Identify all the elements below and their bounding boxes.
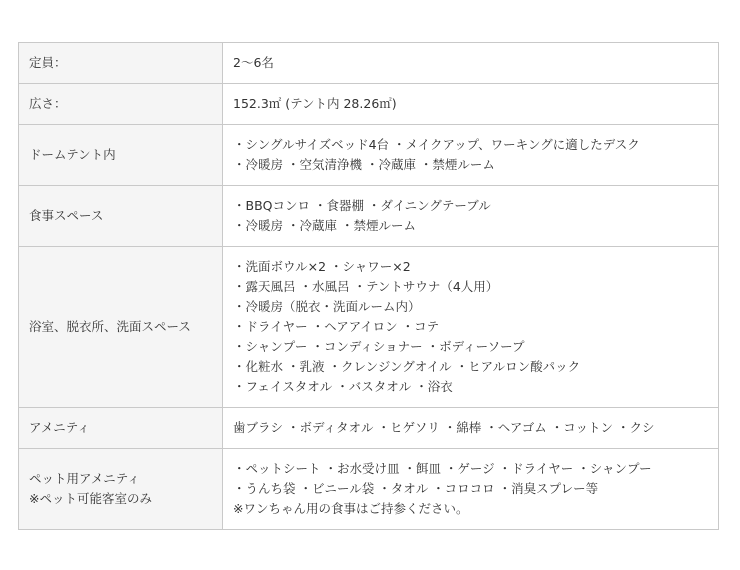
row-value-line: ・BBQコンロ ・食器棚 ・ダイニングテーブル bbox=[233, 198, 491, 213]
table-row-capacity bbox=[19, 43, 719, 84]
row-label-dining-space bbox=[19, 186, 223, 247]
row-value-line: ・シングルサイズベッド4台 ・メイクアップ、ワーキングに適したデスク bbox=[233, 137, 640, 152]
table-row-pet-amenities bbox=[19, 449, 719, 530]
row-label-note: ※ペット可能客室のみ bbox=[29, 491, 152, 506]
row-value-bathroom bbox=[223, 247, 719, 408]
row-value-line: 152.3㎡ (テント内 28.26㎡) bbox=[233, 96, 397, 111]
row-value-line: ・洗面ボウル×2 ・シャワー×2 bbox=[233, 259, 411, 274]
table-row-bathroom bbox=[19, 247, 719, 408]
row-value-line: ・うんち袋 ・ビニール袋 ・タオル ・コロコロ ・消臭スプレー等 bbox=[233, 481, 599, 496]
row-value-line: ・ドライヤー ・ヘアアイロン ・コテ bbox=[233, 319, 440, 334]
row-value-line: ※ワンちゃん用の食事はご持参ください。 bbox=[233, 501, 469, 516]
table-row-dining-space bbox=[19, 186, 719, 247]
row-value-capacity bbox=[223, 43, 719, 84]
table-row-amenities bbox=[19, 408, 719, 449]
row-label-text: ペット用アメニティ bbox=[29, 471, 140, 486]
row-value-line: 2〜6名 bbox=[233, 55, 274, 70]
row-value-dining-space bbox=[223, 186, 719, 247]
row-label-amenities bbox=[19, 408, 223, 449]
row-label-area bbox=[19, 84, 223, 125]
row-label-dome-tent bbox=[19, 125, 223, 186]
row-value-line: ・冷暖房 ・空気清浄機 ・冷蔵庫 ・禁煙ルーム bbox=[233, 157, 495, 172]
row-value-line: ・フェイスタオル ・バスタオル ・浴衣 bbox=[233, 379, 453, 394]
row-label-capacity bbox=[19, 43, 223, 84]
row-label-text: 食事スペース bbox=[29, 208, 104, 223]
row-label-pet-amenities bbox=[19, 449, 223, 530]
row-label-text: ドームテント内 bbox=[29, 147, 116, 162]
row-value-dome-tent bbox=[223, 125, 719, 186]
row-value-line: ・冷暖房 ・冷蔵庫 ・禁煙ルーム bbox=[233, 218, 416, 233]
row-value-line: ・冷暖房（脱衣・洗面ルーム内） bbox=[233, 299, 421, 314]
room-spec-table bbox=[18, 42, 719, 530]
row-label-text: 定員： bbox=[29, 55, 67, 70]
row-label-text: 広さ： bbox=[29, 96, 67, 111]
table-row-area bbox=[19, 84, 719, 125]
row-value-line: ・露天風呂 ・水風呂 ・テントサウナ（4人用） bbox=[233, 279, 499, 294]
row-value-line: 歯ブラシ ・ボディタオル ・ヒゲソリ ・綿棒 ・ヘアゴム ・コットン ・クシ bbox=[233, 420, 655, 435]
row-value-area bbox=[223, 84, 719, 125]
row-label-bathroom bbox=[19, 247, 223, 408]
row-value-line: ・ペットシート ・お水受け皿 ・餌皿 ・ゲージ ・ドライヤー ・シャンプー bbox=[233, 461, 652, 476]
row-value-amenities bbox=[223, 408, 719, 449]
row-value-line: ・シャンプー ・コンディショナー ・ボディーソープ bbox=[233, 339, 525, 354]
row-value-pet-amenities bbox=[223, 449, 719, 530]
row-label-text: アメニティ bbox=[29, 420, 90, 435]
row-value-line: ・化粧水 ・乳液 ・クレンジングオイル ・ヒアルロン酸パック bbox=[233, 359, 581, 374]
row-label-text: 浴室、脱衣所、洗面スペース bbox=[29, 319, 191, 334]
table-row-dome-tent bbox=[19, 125, 719, 186]
